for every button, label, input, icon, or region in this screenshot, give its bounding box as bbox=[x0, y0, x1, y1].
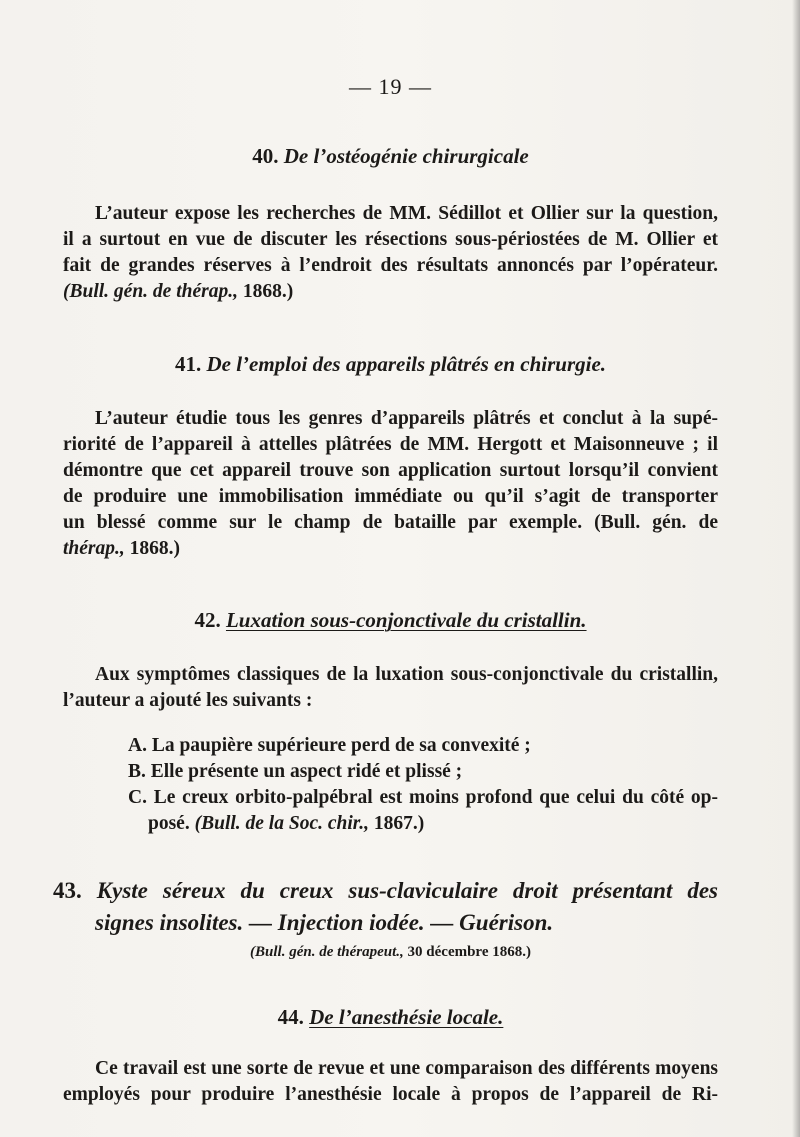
section-40-title: De l’ostéogénie chirurgicale bbox=[283, 144, 529, 168]
section-43-title-line-2: signes insolites. — Injection iodée. — Guérison. bbox=[95, 910, 554, 935]
section-42-intro bbox=[63, 662, 718, 714]
section-41-line-2: riorité de l’appareil à attelles plâtrées de MM. Hergott et Maisonneuve ; il bbox=[63, 434, 718, 455]
section-42-symptom-list bbox=[63, 733, 718, 837]
symptom-item-b: B. Elle présente un aspect ridé et plissé ; bbox=[128, 761, 463, 782]
section-42-ref-source: (Bull. de la Soc. chir., bbox=[194, 813, 370, 834]
section-41-reference bbox=[63, 536, 718, 562]
section-41-line-4: de produire une immobilisation immédiate ou qu’il s’agit de transporter bbox=[63, 486, 718, 507]
section-43-ref-source: (Bull. gén. de thérapeut., bbox=[250, 944, 404, 960]
section-41-heading bbox=[63, 352, 718, 377]
section-44-number: 44. bbox=[277, 1005, 304, 1029]
section-40-ref-year: 1868.) bbox=[237, 281, 294, 302]
page-number: — 19 — bbox=[349, 74, 432, 99]
symptom-item-c-end: posé. bbox=[148, 813, 190, 834]
section-41-number: 41. bbox=[174, 352, 202, 376]
section-41-line-3: démontre que cet appareil trouve son application surtout lorsqu’il convient bbox=[63, 460, 718, 481]
section-42-intro-line-1: Aux symptômes classiques de la luxation sous-conjonctivale du cristallin, bbox=[95, 664, 718, 685]
symptom-item-c-continued bbox=[63, 811, 718, 837]
section-43-title-part-1: Kyste séreux du creux sus-claviculaire droit présentant des bbox=[96, 878, 718, 903]
section-40-line-3: fait de grandes réserves à l’endroit des résultats annoncés par l’opérateur. bbox=[63, 255, 718, 276]
section-44-line-1: Ce travail est une sorte de revue et une comparaison des différents moyens bbox=[95, 1058, 718, 1079]
section-40-heading bbox=[63, 144, 718, 169]
section-40-reference bbox=[63, 279, 718, 305]
symptom-item-c: C. Le creux orbito-palpébral est moins profond que celui du côté op- bbox=[128, 787, 718, 808]
section-44-line-2: employés pour produire l’anesthésie locale à propos de l’appareil de Ri- bbox=[63, 1084, 718, 1105]
section-41-line-1: L’auteur étudie tous les genres d’appareils plâtrés et conclut à la supé- bbox=[95, 408, 718, 429]
section-42-ref-year: 1867.) bbox=[369, 813, 425, 834]
section-44-body bbox=[63, 1056, 718, 1108]
section-40-ref-source: (Bull. gén. de thérap., bbox=[63, 281, 238, 302]
section-40-line-2: il a surtout en vue de discuter les résections sous-périostées de M. Ollier et bbox=[63, 229, 718, 250]
section-42-number: 42. bbox=[194, 608, 221, 632]
symptom-item-a: A. La paupière supérieure perd de sa convexité ; bbox=[128, 735, 531, 756]
section-41-ref-source: thérap., bbox=[63, 538, 125, 559]
section-42-title: Luxation sous-conjonctivale du cristallin. bbox=[225, 608, 587, 632]
section-41-line-5: un blessé comme sur le champ de bataille par exemple. (Bull. gén. de bbox=[63, 512, 718, 533]
section-41-title: De l’emploi des appareils plâtrés en chirurgie. bbox=[206, 352, 607, 376]
section-41-body bbox=[63, 406, 718, 562]
section-42-heading bbox=[63, 608, 718, 633]
section-43-number: 43. bbox=[53, 878, 82, 903]
section-40-number: 40. bbox=[252, 144, 279, 168]
section-43-ref-date: 30 décembre 1868.) bbox=[403, 944, 531, 960]
section-41-ref-year: 1868.) bbox=[124, 538, 181, 559]
section-43-title-line-1 bbox=[53, 875, 718, 907]
page-edge-shadow bbox=[792, 0, 800, 1137]
section-44-title: De l’anesthésie locale. bbox=[309, 1005, 504, 1029]
section-43-reference bbox=[63, 944, 718, 961]
section-40-body bbox=[63, 201, 718, 305]
section-44-heading bbox=[63, 1005, 718, 1030]
section-40-line-1: L’auteur expose les recherches de MM. Sédillot et Ollier sur la question, bbox=[95, 203, 718, 224]
section-43-heading bbox=[53, 875, 718, 939]
section-42-intro-line-2: l’auteur a ajouté les suivants : bbox=[63, 690, 313, 711]
